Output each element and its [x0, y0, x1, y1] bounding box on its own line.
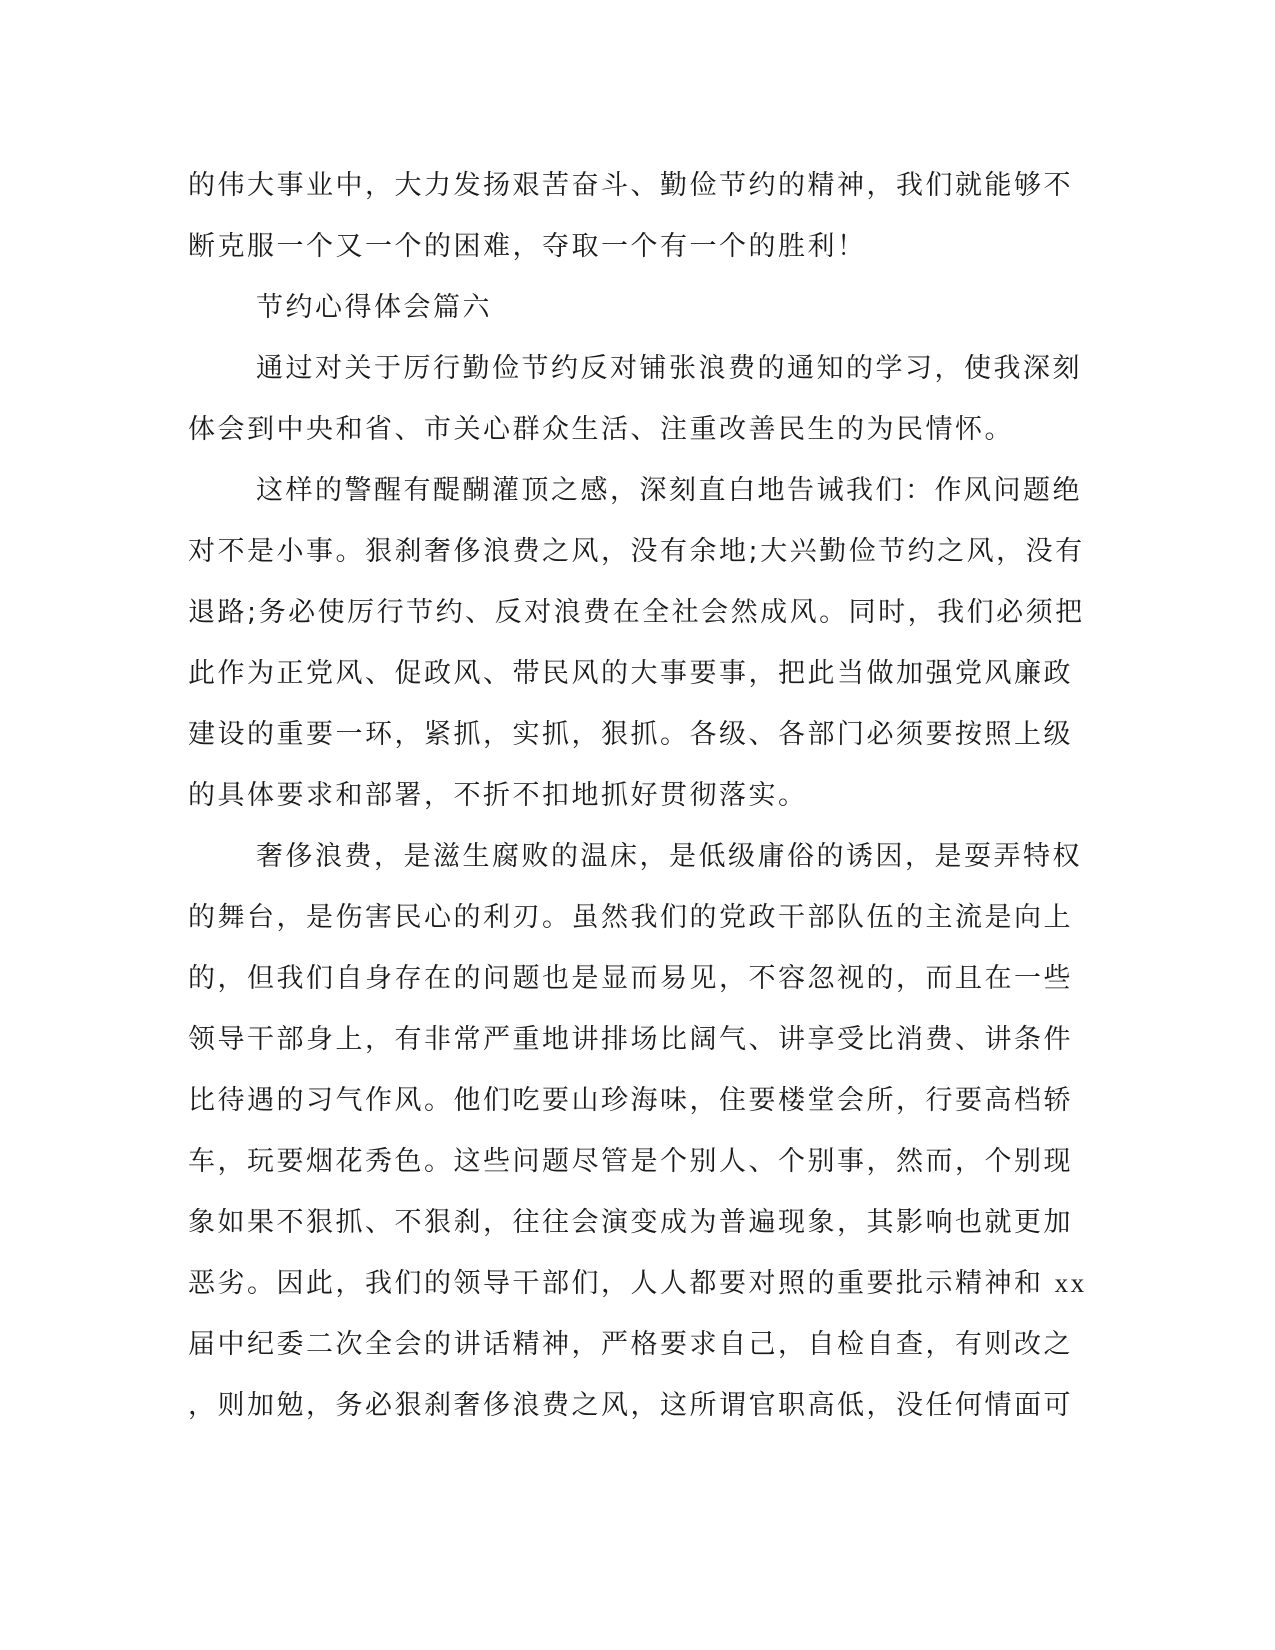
document-body [188, 155, 1087, 1436]
body-line: 届中纪委二次全会的讲话精神，严格要求自己，自检自查，有则改之 [188, 1329, 1073, 1360]
body-line: 车，玩要烟花秀色。这些问题尽管是个别人、个别事，然而，个别现 [188, 1146, 1073, 1177]
body-line: 的伟大事业中，大力发扬艰苦奋斗、勤俭节约的精神，我们就能够不 [188, 170, 1073, 201]
section-heading: 节约心得体会篇六 [256, 292, 492, 323]
body-line: 此作为正党风、促政风、带民风的大事要事，把此当做加强党风廉政 [188, 658, 1073, 689]
body-line: 断克服一个又一个的困难，夺取一个有一个的胜利！ [188, 231, 867, 262]
body-line: 象如果不狠抓、不狠刹，往往会演变成为普遍现象，其影响也就更加 [188, 1207, 1073, 1238]
body-line: 的，但我们自身存在的问题也是显而易见，不容忽视的，而且在一些 [188, 963, 1073, 994]
body-line: 领导干部身上，有非常严重地讲排场比阔气、讲享受比消费、讲条件 [188, 1024, 1073, 1055]
body-line [188, 1253, 1087, 1314]
body-line: 对不是小事。狠刹奢侈浪费之风，没有余地;大兴勤俭节约之风，没有 [188, 536, 1085, 567]
body-line: 奢侈浪费，是滋生腐败的温床，是低级庸俗的诱因，是耍弄特权 [256, 841, 1082, 872]
body-line: ，则加勉，务必狠刹奢侈浪费之风，这所谓官职高低，没任何情面可 [188, 1390, 1073, 1421]
body-line-text: 恶劣。因此，我们的领导干部们，人人都要对照的重要批示精神和 [188, 1268, 1044, 1299]
body-line: 这样的警醒有醍醐灌顶之感，深刻直白地告诫我们：作风问题绝 [256, 475, 1082, 506]
placeholder-xx: xx [1054, 1268, 1087, 1298]
body-line: 建设的重要一环，紧抓，实抓，狠抓。各级、各部门必须要按照上级 [188, 719, 1073, 750]
body-line: 的舞台，是伤害民心的利刃。虽然我们的党政干部队伍的主流是向上 [188, 902, 1073, 933]
body-line: 通过对关于厉行勤俭节约反对铺张浪费的通知的学习，使我深刻 [256, 353, 1082, 384]
body-line: 体会到中央和省、市关心群众生活、注重改善民生的为民情怀。 [188, 414, 1014, 445]
body-line: 退路;务必使厉行节约、反对浪费在全社会然成风。同时，我们必须把 [188, 597, 1085, 628]
body-line: 的具体要求和部署，不折不扣地抓好贯彻落实。 [188, 780, 808, 811]
body-line: 比待遇的习气作风。他们吃要山珍海味，住要楼堂会所，行要高档轿 [188, 1085, 1073, 1116]
